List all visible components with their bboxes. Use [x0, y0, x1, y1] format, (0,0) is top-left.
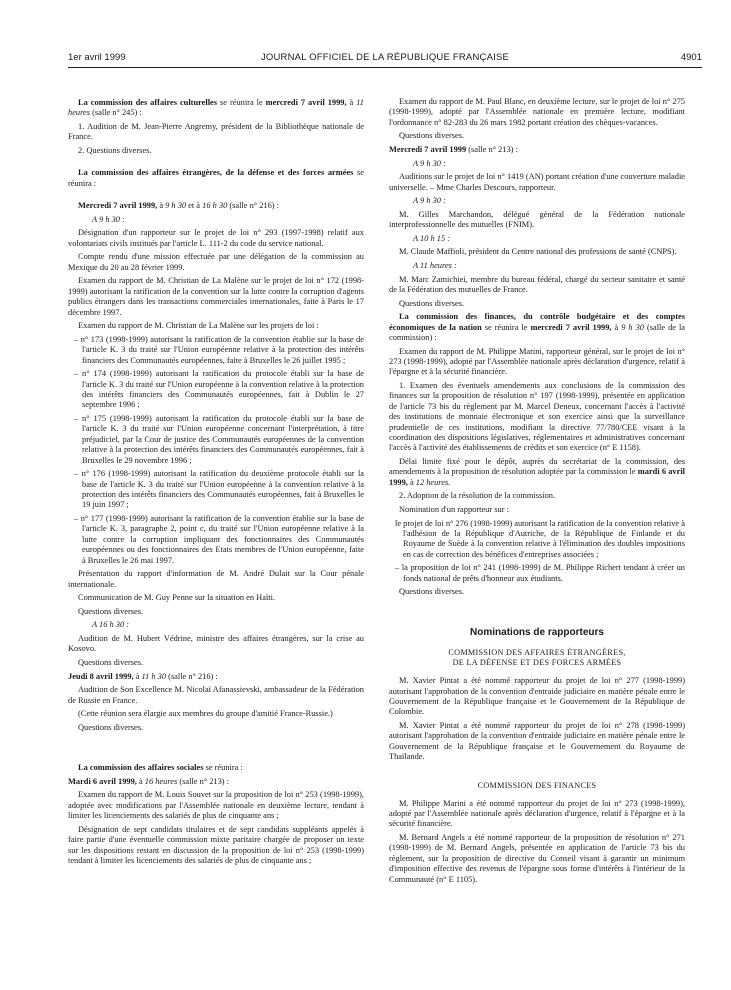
time-heading: A 9 h 30 :: [92, 214, 125, 224]
paragraph: 1. Examen des éventuels amendements aux conclusions de la commission des finances sur la proposition de résolution n° 197 (1998-1999), présentée en application de l'article 73 bis du règlement par M. Marcel Deneux, concernant l'accès à l'activité des institutions de monnaie électronique et son exercice ainsi que la surveillance prudentielle de ces institutions, modifiant la directive 77/780/CEE visant à la coordination des dispositions législatives, réglementaires et administratives concernant l'accès à l'activité des établissements de crédits et son exercice (n° E 1158).: [389, 380, 685, 453]
paragraph: Questions diverses.: [399, 131, 465, 141]
paragraph: M. Gilles Marchandon, délégué général de la Fédération nationale interprofessionnelle des mutuelles (FNIM).: [389, 209, 685, 230]
foreign-affairs-commission-intro: La commission des affaires étrangères, de la défense et des forces armées se réunira :: [68, 168, 364, 188]
culture-commission-intro: La commission des affaires culturelles se réunira le mercredi 7 avril 1999, à 11 heures (salle n° 245) :: [68, 98, 364, 118]
paragraph: Désignation de sept candidats titulaires et de sept candidats suppléants appelés à faire partie d'une éventuelle commission mixte paritaire chargée de proposer un texte sur les dispositions restant en discussion de la proposition de loi n° 253 (1998-1999) tendant à limiter les licenciements des salariés de plus de cinquante ans ;: [68, 824, 364, 866]
paragraph: Questions diverses.: [78, 658, 144, 668]
paragraph: Nomination d'un rapporteur sur :: [399, 505, 509, 514]
paragraph: 2. Questions diverses.: [78, 146, 152, 155]
paragraph: M. Claude Maffioli, président du Centre national des professions de santé (CNPS).: [399, 247, 677, 257]
paragraph: M. Philippe Marini a été nommé rapporteur du projet de loi n° 273 (1998-1999), adopté par l'Assemblée nationale après déclaration d'urgence, relatif à l'épargne et à la sécurité financière.: [389, 798, 685, 829]
list-item: – n° 173 (1998-1999) autorisant la ratification de la convention établie sur la base de l'article K. 3 du traité sur l'Union européenne relative à la protection des intérêts financiers des Communautés européennes, faite à Bruxelles le 26 juillet 1995 ;: [74, 334, 364, 365]
paragraph: Désignation d'un rapporteur sur le projet de loi n° 293 (1997-1998) relatif aux volontariats civils institués par l'article L. 111-2 du code du service national.: [68, 228, 364, 248]
paragraph: Audition de M. Hubert Védrine, ministre des affaires étrangères, sur la crise au Kosovo.: [68, 634, 364, 654]
paragraph: Présentation du rapport d'information de M. André Dulait sur la Cour pénale internationale.: [68, 569, 364, 589]
paragraph: Questions diverses.: [399, 298, 465, 308]
paragraph: M. Marc Zamichiei, membre du bureau fédéral, chargé du secteur sanitaire et santé de la Fédération des mutuelles de France.: [389, 274, 685, 294]
list-item: le projet de loi n° 276 (1998-1999) autorisant la ratification de la convention relative à l'adhésion de la République d'Autriche, de la République de Finlande et du Royaume de Suède à la convention relative à l'élimination des doubles impositions en cas de correction des bénéfices d'entreprises associées ;: [395, 518, 685, 559]
paragraph: Examen du rapport de M. Paul Blanc, en deuxième lecture, sur le projet de loi n° 275 (1998-1999), adopté par l'Assemblée nationale en première lecture, modifiant l'ordonnance n° 82-283 du 26 mars 1982 portant création des chèques-vacances.: [389, 97, 685, 127]
session-date: Mercredi 7 avril 1999, à 9 h 30 et à 16 h 30 (salle n° 216) :: [78, 201, 279, 211]
page-header: [68, 52, 702, 66]
list-item: – n° 177 (1998-1999) autorisant la ratification de la convention établie sur la base de l'article K. 3, paragraphe 2, point c, du traité sur l'Union européenne relative à la lutte contre la corruption impliquant des fonctionnaires des Communautés européennes ou des fonctionnaires des Etats membres de l'Union européenne, faite à Bruxelles le 26 mai 1997.: [74, 514, 364, 565]
paragraph: 1. Audition de M. Jean-Pierre Angremy, président de la Bibliothèque nationale de France.: [68, 122, 364, 142]
paragraph: (Cette réunion sera élargie aux membres du groupe d'amitié France-Russie.): [78, 709, 333, 719]
paragraph: Examen du rapport de M. Louis Souvet sur la proposition de loi n° 253 (1998-1999), adoptée avec modifications par l'Assemblée nationale en deuxième lecture, tendant à limiter les licenciements des salariés de plus de cinquante ans ;: [68, 790, 364, 821]
time-heading: A 9 h 30 :: [413, 158, 446, 168]
left-column: [68, 98, 364, 870]
paragraph: Compte rendu d'une mission effectuée par une délégation de la commission au Mexique du 20 au 28 février 1999.: [68, 252, 364, 272]
header-date: 1er avril 1999: [68, 52, 126, 63]
session-date: Mardi 6 avril 1999, à 16 heures (salle n° 213) :: [68, 776, 229, 786]
subheading-foreign-affairs: COMMISSION DES AFFAIRES ÉTRANGÈRES, DE LA DÉFENSE ET DES FORCES ARMÉES: [448, 648, 626, 668]
paragraph: Audition de Son Excellence M. Nicolaï Afanassievski, ambassadeur de la Fédération de Russie en France.: [68, 685, 364, 705]
paragraph: Auditions sur le projet de loi n° 1419 (AN) portant création d'une couverture maladie universelle. – Mme Charles Descours, rapporteur.: [389, 172, 685, 192]
paragraph: Questions diverses.: [78, 606, 144, 616]
paragraph: Examen du rapport de M. Christian de La Malène sur le projet de loi n° 172 (1998-1999) autorisant la ratification de la convention sur la lutte contre la corruption d'agents publics étrangers dans les transactions commerciales internationales, faite à Paris le 17 décembre 1997.: [68, 276, 364, 317]
subheading-finance: COMMISSION DES FINANCES: [477, 780, 597, 790]
right-column: [389, 97, 685, 888]
paragraph: M. Xavier Pintat a été nommé rapporteur du projet de loi n° 277 (1998-1999) autorisant l'approbation de la convention d'entraide judiciaire en matière pénale entre le Gouvernement de la République française et le Gouvernement de la République de Colombie.: [389, 676, 685, 717]
paragraph: M. Bernard Angels a été nommé rapporteur de la proposition de résolution n° 271 (1998-1999) de M. Bernard Angels, présentée en application de l'article 73 bis du règlement, sur la proposition de directive du Conseil visant à garantir un minimum d'imposition effective des revenus de l'épargne sous forme d'intérêts à l'intérieur de la Communauté (n° E 1105).: [389, 833, 685, 884]
header-rule: [68, 67, 702, 68]
time-heading: A 11 heures :: [413, 260, 457, 270]
header-journal-title: JOURNAL OFFICIEL DE LA RÉPUBLIQUE FRANÇAISE: [260, 52, 510, 63]
time-heading: A 10 h 15 :: [413, 233, 451, 243]
session-date: Jeudi 8 avril 1999, à 11 h 30 (salle n° 216) :: [68, 671, 218, 681]
time-heading: A 16 h 30 :: [92, 620, 130, 630]
finance-commission-intro: La commission des finances, du contrôle budgétaire et des comptes économiques de la nation se réunira le mercredi 7 avril 1999, à 9 h 30 (salle de la commission) :: [389, 312, 686, 342]
deadline-paragraph: Délai limite fixé pour le dépôt, auprès du secrétariat de la commission, des amendements à la proposition de résolution adoptée par la commission le mardi 6 avril 1999, à 12 heures.: [389, 457, 685, 487]
session-date: Mercredi 7 avril 1999 (salle n° 213) :: [389, 145, 518, 154]
paragraph: M. Xavier Pintat a été nommé rapporteur du projet de loi n° 278 (1998-1999) autorisant l'approbation de la convention d'entraide judiciaire en matière pénale entre le Gouvernement de la République française et le Gouvernement du Royaume de Thaïlande.: [389, 721, 685, 762]
list-item: – n° 174 (1998-1999) autorisant la ratification du protocole établi sur la base de l'article K. 3 du traité sur l'Union européenne à la convention relative à la protection des intérêts financiers des Communautés européennes, fait à Dublin le 27 septembre 1996 ;: [74, 369, 364, 410]
list-item: – n° 175 (1998-1999) autorisant la ratification du protocole établi sur la base de l'article K. 3 du traité sur l'Union européenne concernant l'interprétation, à titre préjudiciel, par la Cour de justice des Communautés européennes de la convention relative à la protection des intérêts financiers des Communautés européennes, fait à Bruxelles le 29 novembre 1996 ;: [74, 414, 364, 465]
paragraph: Examen du rapport de M. Christian de La Malène sur les projets de loi :: [78, 321, 319, 331]
time-heading: A 9 h 30 :: [413, 196, 446, 206]
paragraph: Communication de M. Guy Penne sur la situation en Haïti.: [78, 593, 276, 603]
list-item: – la proposition de loi n° 241 (1998-1999) de M. Philippe Richert tendant à créer un fonds national de prêts d'honneur aux étudiants.: [395, 563, 685, 583]
section-heading-nominations: Nominations de rapporteurs: [470, 626, 604, 638]
paragraph: Examen du rapport de M. Philippe Marini, rapporteur général, sur le projet de loi n° 273 (1998-1999), adopté par l'Assemblée nationale après déclaration d'urgence, relatif à l'épargne et à la sécurité financière.: [389, 346, 685, 377]
paragraph: Questions diverses.: [78, 722, 144, 732]
paragraph: Questions diverses.: [399, 587, 465, 597]
list-item: – n° 176 (1998-1999) autorisant la ratification du deuxième protocole établi sur la base de l'article K. 3 du traité sur l'Union européenne à la convention relative à la protection des intérêts financiers des Communautés européennes, fait à Bruxelles le 19 juin 1997 ;: [74, 469, 364, 510]
paragraph: 2. Adoption de la résolution de la commission.: [399, 491, 556, 501]
social-affairs-commission-intro: La commission des affaires sociales se réunira :: [78, 763, 243, 773]
header-page-number: 4901: [680, 52, 702, 63]
